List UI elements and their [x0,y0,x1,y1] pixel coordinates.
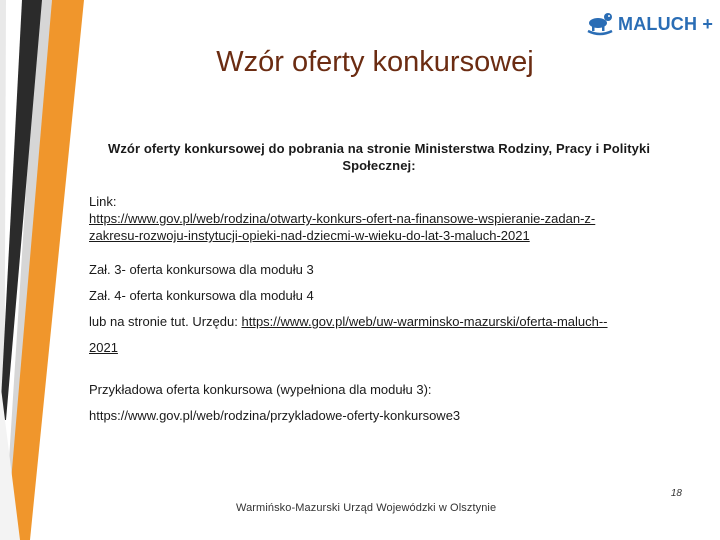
example-text: Przykładowa oferta konkursowa (wypełniona dla modułu 3): [89,382,432,397]
footer-text: Warmińsko-Mazurski Urząd Wojewódzki w Olsztynie [236,502,497,514]
logo-text: MALUCH + [618,13,714,34]
heading-line-2: Społecznej: [342,158,416,173]
office-link-block [89,313,669,356]
office-link-line-1[interactable]: https://www.gov.pl/web/uw-warminsko-mazurski/oferta-maluch-- [241,314,608,329]
page-title: Wzór oferty konkursowej [216,46,534,78]
page-number: 18 [670,488,682,499]
office-link-line-2[interactable]: 2021 [89,340,118,355]
content-body [89,140,669,424]
decorative-stripes [0,0,90,540]
maluch-logo [584,4,720,44]
ministry-link-block [89,193,669,244]
ministry-link-line-2[interactable]: zakresu-rozwoju-instytucji-opieki-nad-dziecmi-w-wieku-do-lat-3-maluch-2021 [89,228,530,243]
section-heading [89,140,669,174]
rocking-horse-icon [584,11,616,37]
ministry-link-line-1[interactable]: https://www.gov.pl/web/rodzina/otwarty-konkurs-ofert-na-finansowe-wspieranie-zadan-z- [89,211,596,226]
attachment-3: Zał. 3- oferta konkursowa dla modułu 3 [89,262,314,277]
example-url: https://www.gov.pl/web/rodzina/przykladowe-oferty-konkursowe3 [89,408,461,423]
link-label: Link: [89,194,117,209]
office-prefix: lub na stronie tut. Urzędu: [89,314,242,329]
heading-line-1: Wzór oferty konkursowej do pobrania na stronie Ministerstwa Rodziny, Pracy i Polityki [107,141,651,156]
attachment-4: Zał. 4- oferta konkursowa dla modułu 4 [89,288,314,303]
